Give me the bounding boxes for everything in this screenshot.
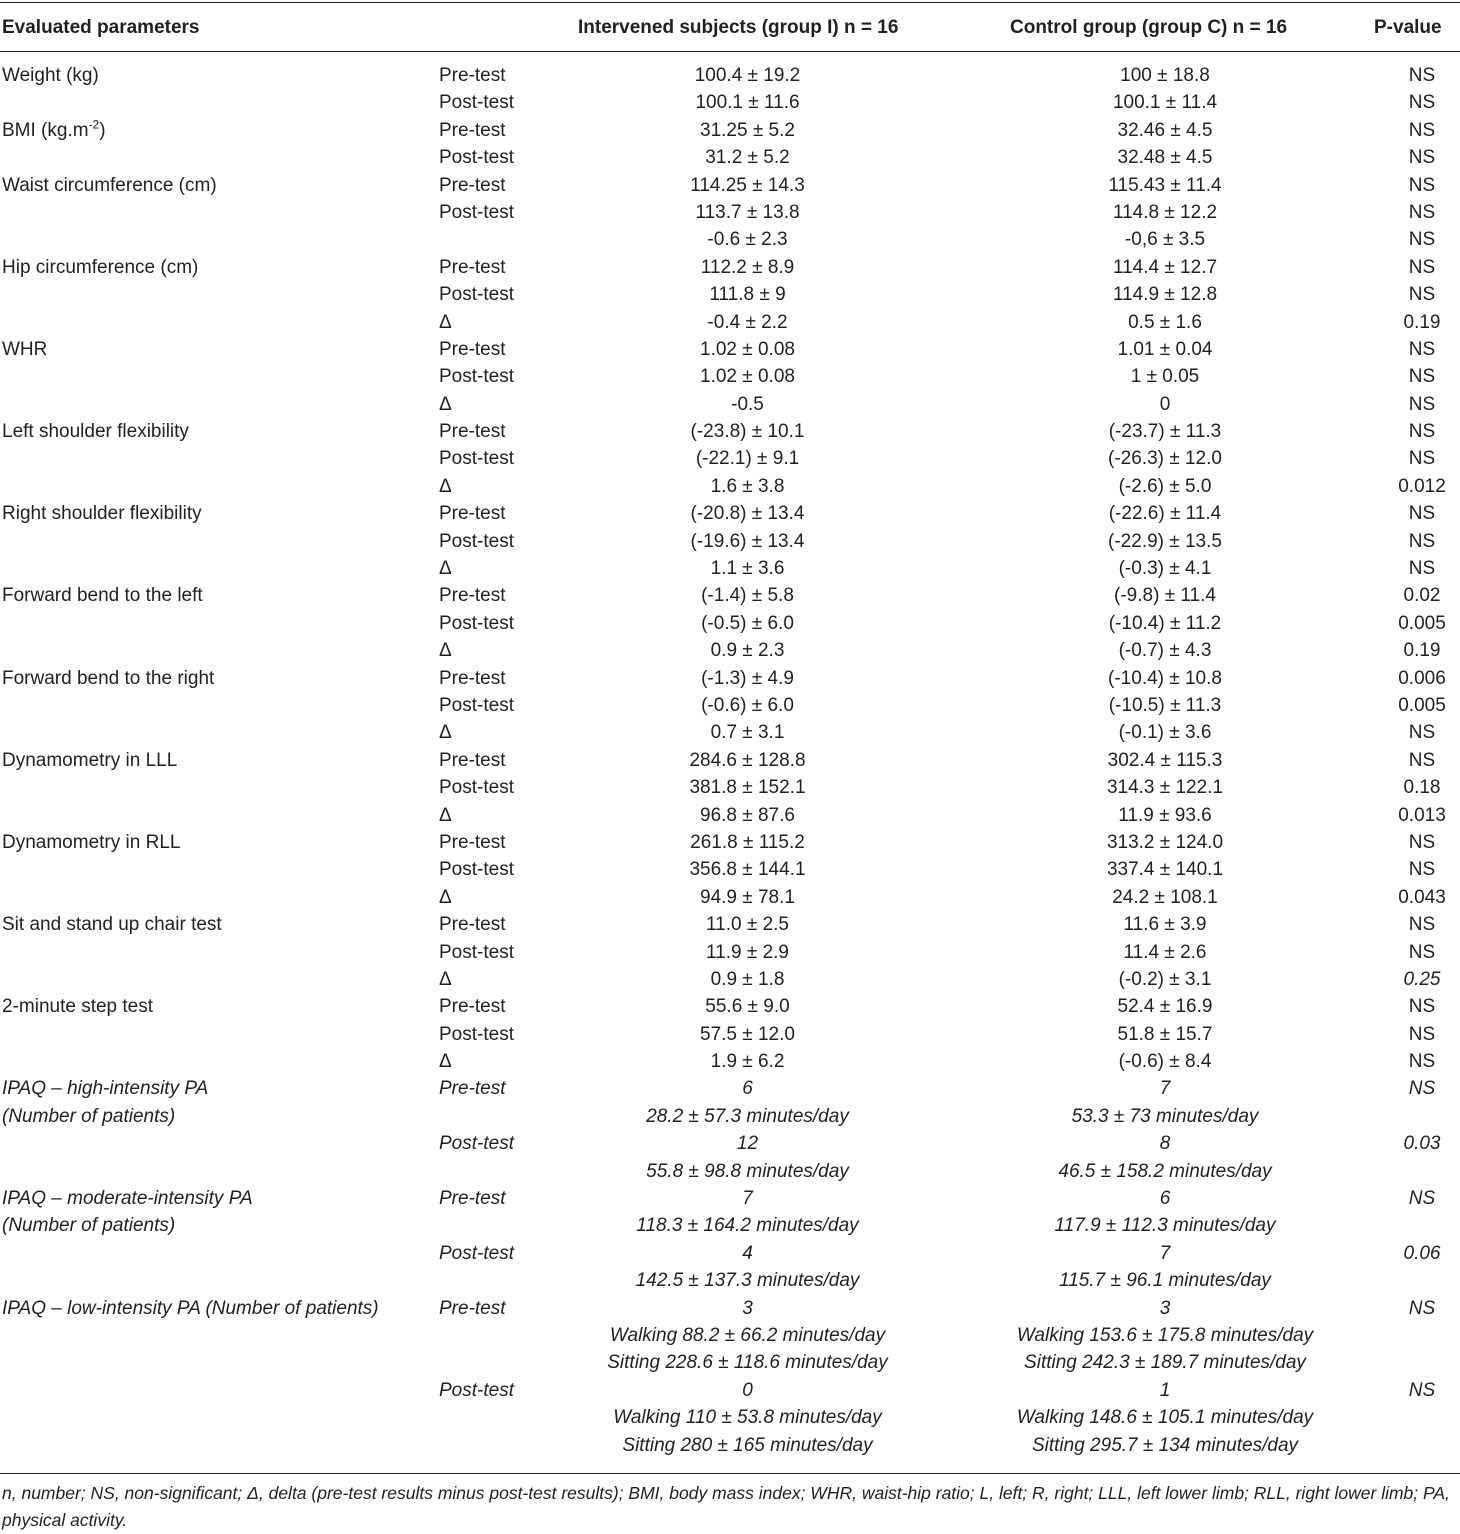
group-c-cell: 115.7 ± 96.1 minutes/day [1059,1270,1271,1292]
p-value-cell: NS [1408,1188,1436,1210]
table-footnote: n, number; NS, non-significant; Δ, delta (pre-test results minus post-test results); BMI, body mass index; WHR, waist-hip ratio; L, left; R, right; LLL, left lower limb; RLL, right lower limb; PA, physical activity. [2,1483,1450,1530]
group-c-cell: (-9.8) ± 11.4 [1114,585,1216,607]
group-i-cell: 57.5 ± 12.0 [700,1023,795,1045]
table-row [0,172,1460,199]
table-row [0,1349,1460,1376]
param-cell: Dynamometry in RLL [2,831,181,853]
p-value-cell: 0.02 [1403,585,1441,607]
table-row [0,309,1460,336]
group-c-cell: (-26.3) ± 12.0 [1108,448,1222,470]
group-i-cell: Walking 88.2 ± 66.2 minutes/day [609,1324,886,1346]
group-c-cell: 6 [1159,1188,1171,1210]
table-row [0,774,1460,801]
group-c-cell: (-0.3) ± 4.1 [1118,558,1212,580]
phase-cell: Pre-test [439,996,506,1018]
table-row [0,254,1460,281]
header-group-c: Control group (group C) n = 16 [1010,17,1288,38]
table-row [0,719,1460,746]
table-row [0,1075,1460,1102]
table-body [0,62,1460,1459]
group-i-cell: 1.02 ± 0.08 [700,338,795,360]
param-cell: Dynamometry in LLL [2,749,178,771]
phase-cell: Post-test [439,1379,514,1401]
group-c-cell: 8 [1159,1133,1171,1155]
group-c-cell: 0.5 ± 1.6 [1128,311,1202,333]
group-c-cell: 11.4 ± 2.6 [1123,941,1207,963]
table-row [0,418,1460,445]
group-i-cell: 113.7 ± 13.8 [695,201,800,223]
table-row [0,665,1460,692]
p-value-cell: NS [1408,1297,1436,1319]
group-i-cell: 112.2 ± 8.9 [700,256,795,278]
header-rule [0,51,1460,52]
group-c-cell: 52.4 ± 16.9 [1117,996,1213,1018]
table-row [0,117,1460,144]
group-i-cell: (-1.3) ± 4.9 [701,667,794,689]
p-value-cell: 0.03 [1403,1133,1441,1155]
phase-cell: Pre-test [439,667,506,689]
table-row [0,939,1460,966]
header-p-value: P-value [1374,17,1442,38]
group-c-cell: (-10.5) ± 11.3 [1108,694,1222,716]
group-i-cell: (-23.8) ± 10.1 [690,421,805,443]
group-c-cell: 32.48 ± 4.5 [1117,147,1213,169]
p-value-cell: NS [1408,1379,1436,1401]
group-i-cell: 12 [736,1133,759,1155]
param-cell: (Number of patients) [2,1105,176,1127]
table-row [0,1377,1460,1404]
phase-cell: Pre-test [439,338,506,360]
p-value-cell: NS [1408,393,1436,415]
group-i-cell: (-0.5) ± 6.0 [701,612,794,634]
param-cell: Weight (kg) [2,65,99,86]
p-value-cell: NS [1408,831,1436,853]
phase-cell: Pre-test [439,1078,506,1100]
table-row [0,555,1460,582]
group-c-cell: 51.8 ± 15.7 [1117,1023,1213,1045]
table-row [0,199,1460,226]
phase-cell: Δ [439,475,452,497]
group-c-cell: 46.5 ± 158.2 minutes/day [1058,1160,1272,1182]
p-value-cell: 0.19 [1403,640,1441,662]
group-i-cell: 94.9 ± 78.1 [700,886,795,908]
group-i-cell: 1.1 ± 3.6 [710,558,785,580]
phase-cell: Pre-test [439,1297,506,1319]
table-row [0,89,1460,116]
group-i-cell: 4 [742,1242,753,1264]
table-row [0,1048,1460,1075]
group-i-cell: 11.0 ± 2.5 [706,914,789,936]
phase-cell: Post-test [439,530,514,552]
p-value-cell: NS [1408,147,1436,169]
group-i-cell: (-19.6) ± 13.4 [690,530,805,552]
phase-cell: Post-test [439,1023,514,1045]
table-row [0,144,1460,171]
table-row [0,1432,1460,1459]
p-value-cell: NS [1408,229,1436,251]
group-c-cell: 24.2 ± 108.1 [1112,886,1218,908]
table-row [0,1295,1460,1322]
table-row [0,610,1460,637]
p-value-cell: 0.005 [1398,694,1446,716]
phase-cell: Post-test [439,612,514,634]
table-row [0,1212,1460,1239]
table-row [0,226,1460,253]
group-c-cell: 1.01 ± 0.04 [1117,338,1213,360]
group-i-cell: 0.9 ± 2.3 [710,640,785,662]
table-row [0,62,1460,89]
group-c-cell: 115.43 ± 11.4 [1108,174,1222,196]
p-value-cell: NS [1408,256,1436,278]
phase-cell: Post-test [439,1242,514,1264]
group-c-cell: 100 ± 18.8 [1120,65,1210,86]
param-cell: WHR [2,338,48,360]
phase-cell: Δ [439,722,452,744]
group-c-cell: Walking 153.6 ± 175.8 minutes/day [1016,1324,1314,1346]
group-i-cell: 0.9 ± 1.8 [710,968,785,990]
table-bottom-rule [0,1473,1460,1474]
p-value-cell: NS [1408,722,1436,744]
phase-cell: Pre-test [439,503,506,525]
p-value-cell: NS [1408,1023,1436,1045]
group-c-cell: 114.8 ± 12.2 [1112,201,1218,223]
p-value-cell: 0.005 [1398,612,1446,634]
param-cell: Forward bend to the right [2,667,215,689]
group-c-cell: 3 [1159,1297,1171,1319]
table-row [0,281,1460,308]
group-c-cell: Walking 148.6 ± 105.1 minutes/day [1016,1407,1314,1429]
group-c-cell: 53.3 ± 73 minutes/day [1071,1105,1259,1127]
group-i-cell: Sitting 280 ± 165 minutes/day [622,1434,873,1456]
p-value-cell: 0.012 [1398,475,1446,497]
group-c-cell: 7 [1159,1242,1171,1264]
table-row [0,1158,1460,1185]
phase-cell: Post-test [439,284,514,306]
param-cell: (Number of patients) [2,1215,176,1237]
param-cell: Hip circumference (cm) [2,256,199,278]
table-row [0,363,1460,390]
group-c-cell: 32.46 ± 4.5 [1117,119,1213,141]
table-top-rule [0,2,1460,3]
p-value-cell: NS [1408,119,1436,141]
group-i-cell: 0 [742,1379,753,1401]
p-value-cell: 0.006 [1398,667,1446,689]
table-row [0,1404,1460,1431]
p-value-cell: NS [1408,996,1436,1018]
group-c-cell: 1 [1159,1379,1171,1401]
phase-cell: Post-test [439,1133,514,1155]
group-i-cell: 55.6 ± 9.0 [705,996,790,1018]
p-value-cell: 0.25 [1403,968,1441,990]
phase-cell: Post-test [439,859,514,881]
group-c-cell: (-22.9) ± 13.5 [1108,530,1222,552]
phase-cell: Δ [439,1051,452,1073]
table-row [0,391,1460,418]
group-i-cell: -0.5 [731,393,764,415]
phase-cell: Pre-test [439,1188,506,1210]
phase-cell: Pre-test [439,65,506,86]
table-row [0,966,1460,993]
group-c-cell: 11.6 ± 3.9 [1123,914,1207,936]
group-i-cell: 7 [742,1188,753,1210]
group-c-cell: 117.9 ± 112.3 minutes/day [1054,1215,1276,1237]
group-i-cell: 31.25 ± 5.2 [700,119,795,141]
group-i-cell: 11.9 ± 2.9 [706,941,789,963]
group-c-cell: 114.4 ± 12.7 [1112,256,1218,278]
param-cell: 2-minute step test [2,996,154,1018]
table-row [0,829,1460,856]
group-c-cell: 114.9 ± 12.8 [1112,284,1218,306]
group-i-cell: 1.9 ± 6.2 [710,1051,785,1073]
phase-cell: Pre-test [439,585,506,607]
group-i-cell: 96.8 ± 87.6 [700,804,795,826]
p-value-cell: 0.19 [1403,311,1441,333]
group-c-cell: -0,6 ± 3.5 [1124,229,1206,251]
table-row [0,884,1460,911]
p-value-cell: 0.013 [1398,804,1446,826]
group-i-cell: 356.8 ± 144.1 [689,859,806,881]
p-value-cell: NS [1408,284,1436,306]
group-i-cell: Walking 110 ± 53.8 minutes/day [613,1407,882,1429]
table-row [0,1103,1460,1130]
group-c-cell: (-10.4) ± 11.2 [1108,612,1222,634]
group-i-cell: 111.8 ± 9 [709,284,786,306]
group-i-cell: Sitting 228.6 ± 118.6 minutes/day [607,1352,888,1374]
table-row [0,1185,1460,1212]
group-c-cell: 100.1 ± 11.4 [1112,92,1218,114]
table-row [0,582,1460,609]
table-row [0,911,1460,938]
table-row [0,336,1460,363]
table-row [0,528,1460,555]
group-i-cell: 31.2 ± 5.2 [705,147,790,169]
group-i-cell: (-0.6) ± 6.0 [701,694,794,716]
group-c-cell: Sitting 242.3 ± 189.7 minutes/day [1024,1352,1306,1374]
p-value-cell: 0.18 [1403,777,1441,799]
group-i-cell: 1.02 ± 0.08 [700,366,795,388]
phase-cell: Post-test [439,941,514,963]
group-i-cell: 114.25 ± 14.3 [690,174,805,196]
group-i-cell: 100.1 ± 11.6 [695,92,800,114]
param-cell: IPAQ – low-intensity PA (Number of patients) [2,1297,379,1319]
param-cell: BMI $(kg.m^{-2})$ [2,117,106,141]
p-value-cell: NS [1408,174,1436,196]
group-i-cell: (-1.4) ± 5.8 [701,585,794,607]
table-row [0,500,1460,527]
group-c-cell: (-23.7) ± 11.3 [1108,421,1222,443]
phase-cell: Δ [439,640,452,662]
phase-cell: Post-test [439,366,514,388]
table-row [0,1267,1460,1294]
phase-cell: Δ [439,311,452,333]
group-c-cell: 313.2 ± 124.0 [1106,831,1224,853]
group-i-cell: 6 [742,1078,753,1100]
phase-cell: Pre-test [439,749,506,771]
phase-cell: Δ [439,804,452,826]
table-row [0,692,1460,719]
group-c-cell: 314.3 ± 122.1 [1106,777,1224,799]
p-value-cell: NS [1408,201,1436,223]
table-row [0,802,1460,829]
group-i-cell: -0.4 ± 2.2 [707,311,788,333]
phase-cell: Pre-test [439,831,506,853]
group-c-cell: 1 ± 0.05 [1130,366,1200,388]
group-i-cell: 284.6 ± 128.8 [689,749,806,771]
param-cell: IPAQ – moderate-intensity PA [2,1188,253,1210]
group-c-cell: 302.4 ± 115.3 [1107,749,1223,771]
phase-cell: Post-test [439,448,514,470]
table-row [0,445,1460,472]
phase-cell: Post-test [439,201,514,223]
phase-cell: Pre-test [439,119,506,141]
group-c-cell: (-10.4) ± 10.8 [1108,667,1222,689]
group-i-cell: 100.4 ± 19.2 [694,65,801,86]
p-value-cell: NS [1408,1078,1436,1100]
phase-cell: Pre-test [439,174,506,196]
phase-cell: Δ [439,558,452,580]
p-value-cell: 0.043 [1398,886,1446,908]
table-row [0,1130,1460,1157]
p-value-cell: NS [1408,503,1436,525]
group-i-cell: 1.6 ± 3.8 [710,475,785,497]
group-i-cell: 142.5 ± 137.3 minutes/day [635,1270,860,1292]
table-row [0,473,1460,500]
param-cell: Forward bend to the left [2,585,203,607]
p-value-cell: NS [1408,530,1436,552]
table-row [0,1240,1460,1267]
group-i-cell: 261.8 ± 115.2 [690,831,805,853]
group-i-cell: 55.8 ± 98.8 minutes/day [646,1160,849,1182]
param-cell: IPAQ – high-intensity PA [2,1078,209,1100]
group-c-cell: 11.9 ± 93.6 [1118,804,1212,826]
phase-cell: Δ [439,886,452,908]
phase-cell: Pre-test [439,256,506,278]
group-i-cell: -0.6 ± 2.3 [707,229,788,251]
p-value-cell: NS [1408,92,1436,114]
group-c-cell: 0 [1159,393,1171,415]
group-i-cell: 381.8 ± 152.1 [689,777,806,799]
p-value-cell: NS [1408,941,1436,963]
phase-cell: Post-test [439,777,514,799]
phase-cell: Pre-test [439,421,506,443]
table-row [0,1322,1460,1349]
group-c-cell: (-0.2) ± 3.1 [1118,968,1212,990]
phase-cell: Δ [439,968,452,990]
group-c-cell: (-2.6) ± 5.0 [1118,475,1212,497]
p-value-cell: NS [1408,859,1436,881]
param-cell: Sit and stand up chair test [2,914,222,936]
p-value-cell: NS [1408,914,1436,936]
param-cell: Waist circumference (cm) [2,174,217,196]
phase-cell: Δ [439,393,452,415]
group-i-cell: 3 [742,1297,753,1319]
p-value-cell: NS [1408,448,1436,470]
phase-cell: Post-test [439,694,514,716]
param-cell: Right shoulder flexibility [2,503,202,525]
table-row [0,856,1460,883]
phase-cell: Post-test [439,92,514,114]
p-value-cell: NS [1408,338,1436,360]
group-c-cell: Sitting 295.7 ± 134 minutes/day [1031,1434,1299,1456]
group-i-cell: 0.7 ± 3.1 [710,722,785,744]
p-value-cell: NS [1408,749,1436,771]
group-c-cell: (-0.7) ± 4.3 [1118,640,1212,662]
table-row [0,993,1460,1020]
group-i-cell: (-22.1) ± 9.1 [695,448,800,470]
header-evaluated-parameters: Evaluated parameters [2,17,200,38]
param-cell: Left shoulder flexibility [2,421,189,443]
p-value-cell: NS [1408,421,1436,443]
p-value-cell: NS [1408,65,1436,86]
group-i-cell: 118.3 ± 164.2 minutes/day [636,1215,859,1237]
p-value-cell: 0.06 [1403,1242,1441,1264]
p-value-cell: NS [1408,558,1436,580]
group-c-cell: 7 [1159,1078,1171,1100]
group-i-cell: 28.2 ± 57.3 minutes/day [646,1105,849,1127]
p-value-cell: NS [1408,1051,1436,1073]
group-c-cell: (-0.1) ± 3.6 [1118,722,1212,744]
table-row [0,1021,1460,1048]
header-group-i: Intervened subjects (group I) n = 16 [578,17,899,38]
table-row [0,747,1460,774]
group-c-cell: (-22.6) ± 11.4 [1108,503,1222,525]
group-c-cell: 337.4 ± 140.1 [1106,859,1224,881]
phase-cell: Pre-test [439,914,506,936]
phase-cell: Post-test [439,147,514,169]
group-c-cell: (-0.6) ± 8.4 [1118,1051,1212,1073]
table-row [0,637,1460,664]
group-i-cell: (-20.8) ± 13.4 [690,503,805,525]
p-value-cell: NS [1408,366,1436,388]
